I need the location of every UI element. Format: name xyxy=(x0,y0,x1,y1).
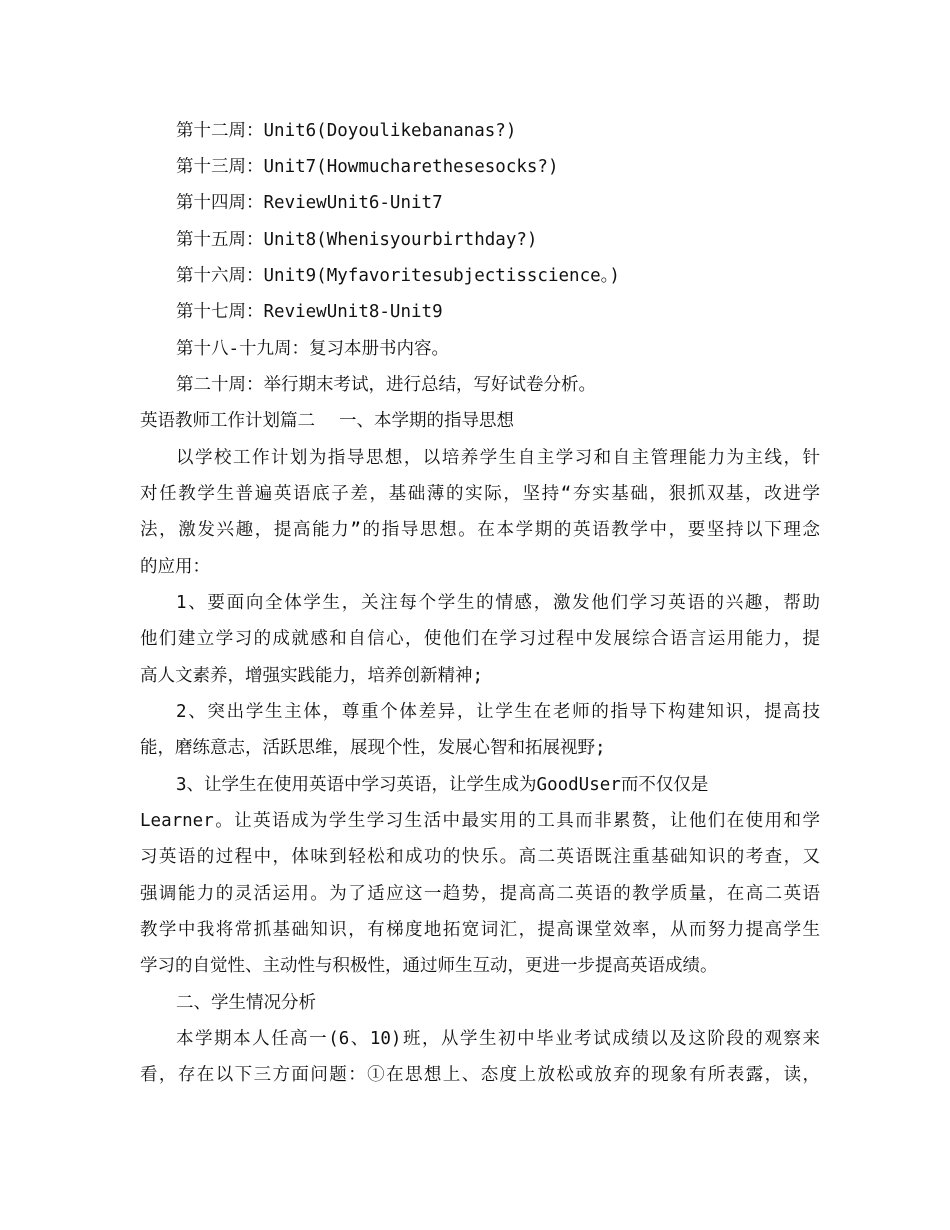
p2-line-2: 他们建立学习的成就感和自信心，使他们在学习过程中发展综合语言运用能力，提 xyxy=(140,629,820,649)
p2-line-3: 高人文素养，增强实践能力，培养创新精神; xyxy=(140,666,484,686)
schedule-week-17: 第十七周：ReviewUnit8-Unit9 xyxy=(176,302,443,322)
p1-line-2: 对任教学生普遍英语底子差，基础薄的实际，坚持“夯实基础，狠抓双基，改进学 xyxy=(140,484,820,504)
schedule-week-12: 第十二周：Unit6(Doyoulikebananas?) xyxy=(176,121,517,141)
p1-line-3: 法，激发兴趣，提高能力”的指导思想。在本学期的英语教学中，要坚持以下理念 xyxy=(140,520,820,540)
schedule-week-16: 第十六周：Unit9(Myfavoritesubjectisscience。) xyxy=(176,266,620,286)
p4-line-5: 教学中我将常抓基础知识，有梯度地拓宽词汇，提高课堂效率，从而努力提高学生 xyxy=(140,920,820,940)
schedule-week-15: 第十五周：Unit8(Whenisyourbirthday?) xyxy=(176,230,538,250)
plan-title: 英语教师工作计划篇二 xyxy=(140,411,315,431)
schedule-week-20: 第二十周：举行期末考试，进行总结，写好试卷分析。 xyxy=(176,375,596,395)
p2-line-1: 1、要面向全体学生，关注每个学生的情感，激发他们学习英语的兴趣，帮助 xyxy=(176,593,820,613)
schedule-week-13: 第十三周：Unit7(Howmucharethesesocks?) xyxy=(176,157,559,177)
p1-line-1: 以学校工作计划为指导思想，以培养学生自主学习和自主管理能力为主线，针 xyxy=(176,448,820,468)
section-2-heading: 二、学生情况分析 xyxy=(176,993,316,1013)
p1-line-4: 的应用： xyxy=(140,557,210,577)
schedule-week-18-19: 第十八-十九周：复习本册书内容。 xyxy=(176,339,450,359)
p5-line-1: 本学期本人任高一(6、10)班，从学生初中毕业考试成绩以及这阶段的观察来 xyxy=(176,1029,820,1049)
p4-line-3: 习英语的过程中，体味到轻松和成功的快乐。高二英语既注重基础知识的考查，又 xyxy=(140,847,820,867)
p3-line-2: 能，磨练意志，活跃思维，展现个性，发展心智和拓展视野; xyxy=(140,738,606,758)
p5-line-2: 看，存在以下三方面问题：①在思想上、态度上放松或放弃的现象有所表露，读， xyxy=(140,1065,820,1085)
p3-line-1: 2、突出学生主体，尊重个体差异，让学生在老师的指导下构建知识，提高技 xyxy=(176,702,820,722)
p4-line-2: Learner。让英语成为学生学习生活中最实用的工具而非累赘，让他们在使用和学 xyxy=(140,811,820,831)
section-heading-line xyxy=(140,409,820,433)
p4-line-4: 强调能力的灵活运用。为了适应这一趋势，提高高二英语的教学质量，在高二英语 xyxy=(140,884,820,904)
schedule-week-14: 第十四周：ReviewUnit6-Unit7 xyxy=(176,193,443,213)
section-1-heading: 一、本学期的指导思想 xyxy=(339,411,514,431)
p4-line-1: 3、让学生在使用英语中学习英语，让学生成为GoodUser而不仅仅是 xyxy=(176,775,709,795)
p4-line-6: 学习的自觉性、主动性与积极性，通过师生互动，更进一步提高英语成绩。 xyxy=(140,956,718,976)
